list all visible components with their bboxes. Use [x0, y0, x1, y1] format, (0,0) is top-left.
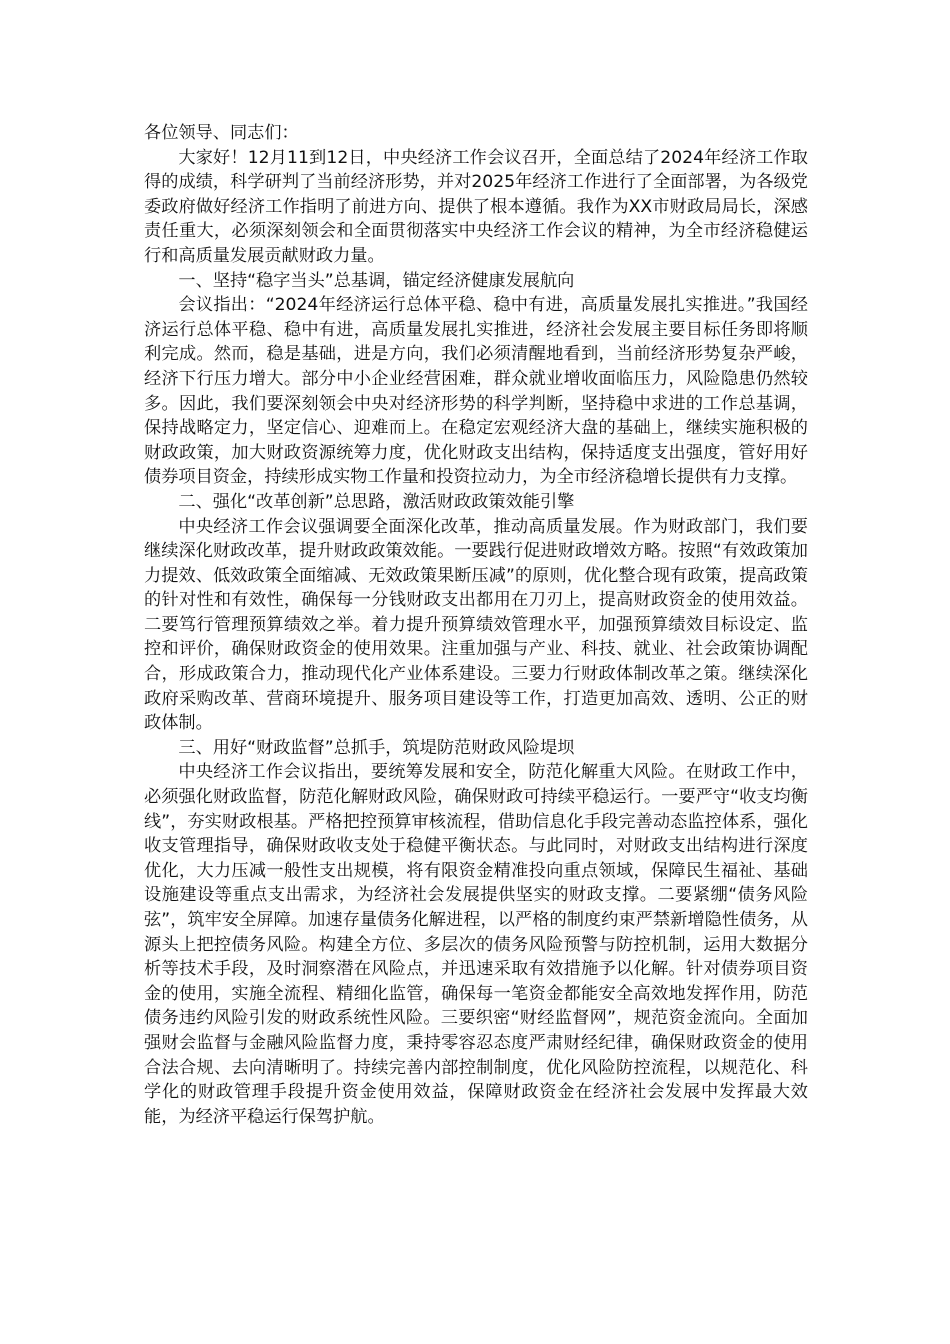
- section-heading-1: 一、坚持“稳字当头”总基调，锚定经济健康发展航向: [178, 270, 575, 291]
- document-body: [144, 121, 808, 1129]
- section-body-2: 中央经济工作会议强调要全面深化改革，推动高质量发展。作为财政部门，我们要继续深化财政改革，提升财政政策效能。一要践行促进财政增效方略。按照“有效政策加力提效、低效政策全面缩减、无效政策果断压减”的原则，优化整合现有政策，提高政策的针对性和有效性，确保每一分钱财政支出都用在刀刃上，提高财政资金的使用效益。二要笃行管理预算绩效之举。着力提升预算绩效管理水平，加强预算绩效目标设定、监控和评价，确保财政资金的使用效果。注重加强与产业、科技、就业、社会政策协调配合，形成政策合力，推动现代化产业体系建设。三要力行财政体制改革之策。继续深化政府采购改革、营商环境提升、服务项目建设等工作，打造更加高效、透明、公正的财政体制。: [144, 516, 808, 734]
- salutation: 各位领导、同志们：: [144, 123, 299, 143]
- section-heading-3: 三、用好“财政监督”总抓手，筑堤防范财政风险堤坝: [178, 737, 575, 758]
- section-heading-2: 二、强化“改革创新”总思路，激活财政政策效能引擎: [178, 491, 575, 512]
- section-body-1: 会议指出：“2024年经济运行总体平稳、稳中有进，高质量发展扎实推进。”我国经济运行总体平稳、稳中有进，高质量发展扎实推进，经济社会发展主要目标任务即将顺利完成。然而，稳是基础，进是方向，我们必须清醒地看到，当前经济形势复杂严峻，经济下行压力增大。部分中小企业经营困难，群众就业增收面临压力，风险隐患仍然较多。因此，我们要深刻领会中央对经济形势的科学判断，坚持稳中求进的工作总基调，保持战略定力，坚定信心、迎难而上。在稳定宏观经济大盘的基础上，继续实施积极的财政政策，加大财政资源统筹力度，优化财政支出结构，保持适度支出强度，管好用好债券项目资金，持续形成实物工作量和投资拉动力，为全市经济稳增长提供有力支撑。: [144, 295, 808, 488]
- section-body-3: 中央经济工作会议指出，要统筹发展和安全，防范化解重大风险。在财政工作中，必须强化财政监督，防范化解财政风险，确保财政可持续平稳运行。一要严守“收支均衡线”，夯实财政根基。严格把控预算审核流程，借助信息化手段完善动态监控体系，强化收支管理指导，确保财政收支处于稳健平衡状态。与此同时，对财政支出结构进行深度优化，大力压减一般性支出规模，将有限资金精准投向重点领域，保障民生福祉、基础设施建设等重点支出需求，为经济社会发展提供坚实的财政支撑。二要紧绷“债务风险弦”，筑牢安全屏障。加速存量债务化解进程，以严格的制度约束严禁新增隐性债务，从源头上把控债务风险。构建全方位、多层次的债务风险预警与防控机制，运用大数据分析等技术手段，及时洞察潜在风险点，并迅速采取有效措施予以化解。针对债券项目资金的使用，实施全流程、精细化监管，确保每一笔资金都能安全高效地发挥作用，防范债务违约风险引发的财政系统性风险。三要织密“财经监督网”，规范资金流向。全面加强财会监督与金融风险监督力度，秉持零容忍态度严肃财经纪律，确保财政资金的使用合法合规、去向清晰明了。持续完善内部控制制度，优化风险防控流程，以规范化、科学化的财政管理手段提升资金使用效益，保障财政资金在经济社会发展中发挥最大效能，为经济平稳运行保驾护航。: [144, 762, 808, 1127]
- intro-paragraph: 大家好！12月11到12日，中央经济工作会议召开，全面总结了2024年经济工作取得的成绩，科学研判了当前经济形势，并对2025年经济工作进行了全面部署，为各级党委政府做好经济工作指明了前进方向、提供了根本遵循。我作为XX市财政局局长，深感责任重大，必须深刻领会和全面贯彻落实中央经济工作会议的精神，为全市经济稳健运行和高质量发展贡献财政力量。: [144, 147, 808, 266]
